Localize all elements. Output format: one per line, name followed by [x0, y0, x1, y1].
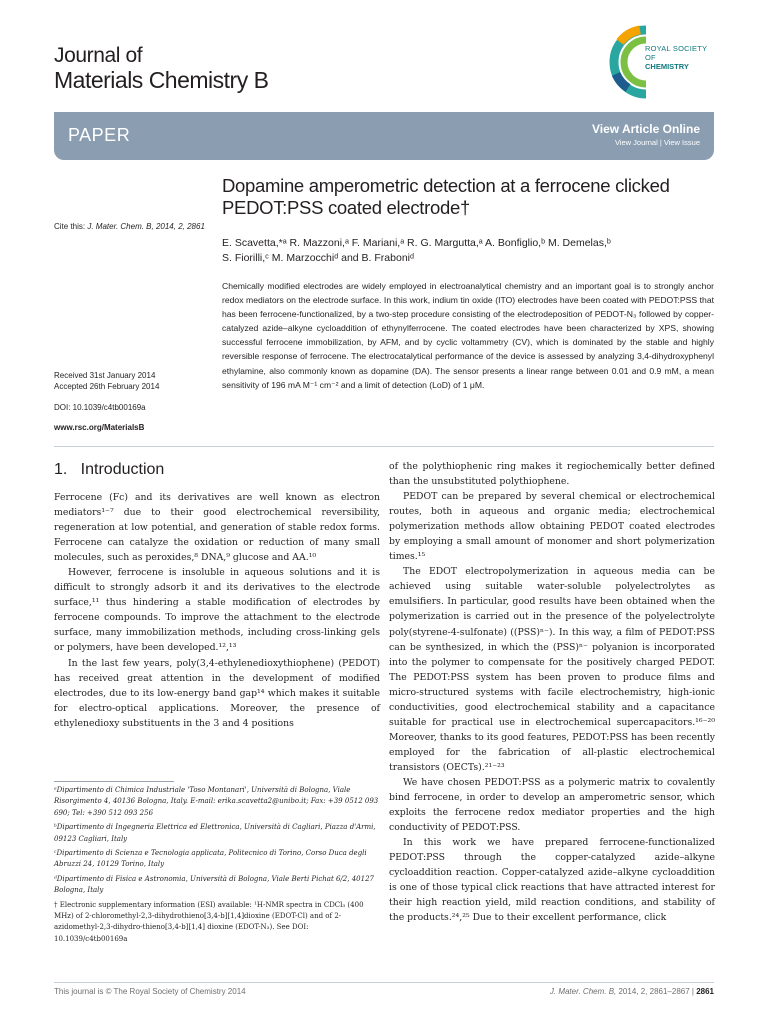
- footnote-rule: [54, 781, 174, 782]
- view-article-online-link[interactable]: View Article Online: [591, 122, 700, 136]
- view-journal-issue-links[interactable]: View Journal | View Issue: [614, 138, 700, 147]
- publisher-line2: OF: [645, 53, 656, 62]
- publisher-wordmark: [645, 44, 707, 71]
- body-paragraph: In this work we have prepared ferrocene-functionalized PEDOT:PSS through the copper-catalyzed azide–alkyne cycloaddition reaction. Copper-catalyzed azide–alkyne cycloaddition is one of those typical click reactions that have attracted interest for their high reaction yield, mild reaction conditions, and stability of the products.²⁴,²⁵ Due to their excellent performance, click: [389, 837, 715, 924]
- body-column-left: [54, 490, 380, 731]
- page-number: 2861: [696, 987, 714, 996]
- body-paragraph: Ferrocene (Fc) and its derivatives are well known as electron mediators¹⁻⁷ due to their good electrochemical reversibility, regeneration at low potential, and generation of stable redox forms. Ferrocene can catalyze the oxidation or reduction of many small molecules, such as peroxides,⁸ DNA,⁹ glucose and AA.¹⁰: [54, 492, 380, 564]
- publisher-line3: CHEMISTRY: [645, 62, 689, 71]
- footnote-affiliation-b: ᵇDipartimento di Ingegneria Elettrica ed Elettronica, Università di Cagliari, Piazza d'Armi, 09123 Cagliari, Italy: [54, 823, 376, 843]
- journal-title: [54, 44, 268, 92]
- author-line-1: E. Scavetta,*ᵃ R. Mazzoni,ᵃ F. Mariani,ᵃ R. G. Margutta,ᵃ A. Bonfiglio,ᵇ M. Demelas,ᵇ: [222, 237, 611, 249]
- body-column-right: [389, 459, 715, 925]
- section-heading-introduction: 1. Introduction: [54, 461, 165, 478]
- author-list: [222, 236, 722, 266]
- author-line-2: S. Fiorilli,ᶜ M. Marzocchiᵈ and B. Fraboniᵈ: [222, 252, 414, 264]
- accepted-date: Accepted 26th February 2014: [54, 381, 160, 391]
- footer-copyright: This journal is © The Royal Society of Chemistry 2014: [54, 987, 246, 996]
- journal-title-line1: Journal of: [54, 44, 143, 67]
- journal-title-line2: Materials Chemistry B: [54, 67, 269, 93]
- journal-url-link[interactable]: www.rsc.org/MaterialsB: [54, 423, 145, 432]
- footer-sep: |: [689, 987, 697, 996]
- publisher-line1: ROYAL SOCIETY: [645, 44, 708, 53]
- cite-this: [54, 222, 214, 233]
- footer-rule: [54, 982, 714, 983]
- article-type-banner: [54, 112, 714, 160]
- body-paragraph: The EDOT electropolymerization in aqueous media can be achieved using suitable water-soluble polyelectrolytes as emulsifiers. In particular, good results have been obtained when the polymerization is carried out in the presence of the polyelectrolyte poly(styrene-4-sulfonate) ((PSS)ⁿ⁻). In this way, a film of PEDOT:PSS can be synthesized, in which the (PSS)ⁿ⁻ polyanion is incorporated into the polymer to compensate for the positively charged PEDOT. The PEDOT:PSS system has been proven to produce films and micro-structured systems with facile electrochemistry, high-ionic conductivities, good electrochemical stability and a capacitance suitable for practical use in electrochemical supercapacitors.¹⁶⁻²⁰ Moreover, thanks to its good features, PEDOT:PSS has been recently employed for the fabrication of all-plastic electrochemical transistors (OECTs).²¹⁻²³: [389, 566, 715, 773]
- body-paragraph: PEDOT can be prepared by several chemical or electrochemical routes, both in aqueous and organic media; electrochemical polymerization methods allow obtaining PEDOT coated electrodes by employing a small amount of monomer and short polymerization times.¹⁵: [389, 491, 715, 563]
- cite-reference: J. Mater. Chem. B, 2014, 2, 2861: [87, 222, 205, 231]
- body-paragraph: We have chosen PEDOT:PSS as a polymeric matrix to covalently bind ferrocene, in order to develop an amperometric sensor, which exploits the ferrocene redox mediator properties and the high conductivity of PEDOT:PSS.: [389, 776, 715, 834]
- body-paragraph: In the last few years, poly(3,4-ethylenedioxythiophene) (PEDOT) has received great attention in the development of modified electrodes, due to its low-energy band gap¹⁴ which makes it suitable for electro-optical applications. Moreover, the presence of ethylenedioxy substituents in the 3 and 4 positions: [54, 657, 380, 729]
- abstract: Chemically modified electrodes are widely employed in electroanalytical chemistry and an important goal is to strongly anchor redox mediators on the electrode surface. In this work, indium tin oxide (ITO) electrodes have been coated with PEDOT:PSS that has been ferrocene-functionalized, by a two-step procedure consisting of the electrodeposition of PEDOT-N₃ followed by copper-catalyzed azide–alkyne cycloaddition of ethynylferrocene. The coated electrodes have been characterized by XPS, showing successful ferrocene immobilization, by AFM, and by cyclic voltammetry (CV), which is dominated by the stable and highly reversible response of ferrocene. The electrocatalytical performance of the device is assessed by analyzing 3,4-dihydroxyphenyl ethylamine, also commonly known as dopamine (DA). The sensor presents a linear range between 0.01 and 0.9 mM, a mean sensitivity of 196 mA M⁻¹ cm⁻² and a limit of detection (LoD) of 1 μM.: [222, 281, 714, 390]
- footnote-esi: † Electronic supplementary information (ESI) available: ¹H-NMR spectra in CDCl₃ (400 MHz) of 2-chloromethyl-2,3-dihydrothieno[3,4-b][1,4]dioxine (EDOT-Cl) and of 2-azidomethyl-2,3-dihydro-thieno[3,4-b][1,4] dioxine (EDOT-N₃). See DOI: 10.1039/c4tb00169a: [54, 900, 364, 943]
- received-dates: [54, 371, 214, 392]
- received-date: Received 31st January 2014: [54, 371, 156, 380]
- cite-label: Cite this:: [54, 222, 88, 231]
- footnotes: [54, 785, 380, 948]
- footnote-affiliation-a: ᵃDipartimento di Chimica Industriale 'Toso Montanari', Università di Bologna, Viale Risorgimento 4, 40136 Bologna, Italy. E-mail: erika.scavetta2@unibo.it; Fax: +39 0512 093 690; Tel: +390 512 093 256: [54, 786, 379, 817]
- footnote-affiliation-c: ᶜDipartimento di Scienza e Tecnologia applicata, Politecnico di Torino, Corso Duca degli Abruzzi 24, 10129 Torino, Italy: [54, 849, 367, 869]
- doi[interactable]: DOI: 10.1039/c4tb00169a: [54, 403, 146, 412]
- footnote-affiliation-d: ᵈDipartimento di Fisica e Astronomia, Università di Bologna, Viale Berti Pichat 6/2, 40127 Bologna, Italy: [54, 874, 374, 895]
- section-divider: [54, 446, 714, 447]
- body-paragraph: of the polythiophenic ring makes it regiochemically better defined than the unsubstituted polythiophene.: [389, 461, 715, 488]
- footer-journal: J. Mater. Chem. B,: [549, 987, 619, 996]
- article-title: Dopamine amperometric detection at a ferrocene clicked PEDOT:PSS coated electrode†: [222, 175, 670, 218]
- article-type-label: PAPER: [68, 125, 131, 145]
- body-paragraph: However, ferrocene is insoluble in aqueous solutions and it is difficult to strongly adsorb it and its derivatives to the electrode surface,¹¹ thus hindering a stable modification of electrodes by ferrocene compounds. To improve the attachment to the electrode surface, many immobilization methods, including cross-linking gels or polymers, have been developed.¹²,¹³: [54, 567, 380, 654]
- footer-citation: [550, 987, 714, 996]
- footer-ref: 2014, 2, 2861–2867: [618, 987, 690, 996]
